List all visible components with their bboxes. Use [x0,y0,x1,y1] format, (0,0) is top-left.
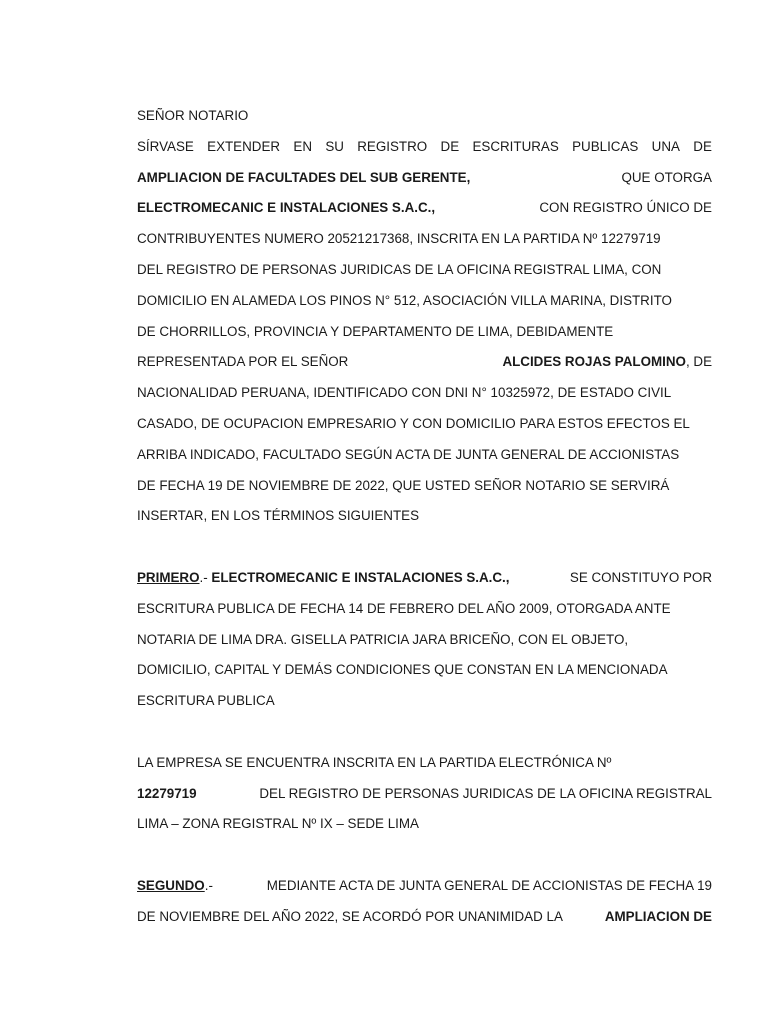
para1-line: DEL REGISTRO DE PERSONAS JURIDICAS DE LA OFICINA REGISTRAL LIMA, CON [137,261,662,277]
para1-line [137,135,712,166]
word: ESCRITURAS [472,138,559,154]
word: DE [440,138,460,154]
primero-line: NOTARIA DE LIMA DRA. GISELLA PATRICIA JARA BRICEÑO, CON EL OBJETO, [137,631,629,647]
primero-line [137,566,712,597]
para1-line: CONTRIBUYENTES NUMERO 20521217368, INSCRITA EN LA PARTIDA Nº 12279719 [137,231,661,247]
spacer [137,535,712,566]
clause-head [137,874,213,905]
text: DE NOVIEMBRE DEL AÑO 2022, SE ACORDÓ POR UNANIMIDAD LA [137,908,563,924]
para1-line: DE CHORRILLOS, PROVINCIA Y DEPARTAMENTO DE LIMA, DEBIDAMENTE [137,323,614,339]
document-page [137,104,712,936]
empresa-line: LIMA – ZONA REGISTRAL Nº IX – SEDE LIMA [137,816,419,832]
heading: SEÑOR NOTARIO [137,108,249,123]
spacer [137,843,712,874]
deed-title: AMPLIACION DE FACULTADES DEL SUB GERENTE, [137,169,471,185]
word: SÍRVASE [137,138,194,154]
para1-line [137,166,712,197]
clause-separator: .- [199,569,208,585]
primero-line: ESCRITURA PUBLICA DE FECHA 14 DE FEBRERO DEL AÑO 2009, OTORGADA ANTE [137,600,671,616]
spacer [137,720,712,751]
company-name: ELECTROMECANIC E INSTALACIONES S.A.C., [137,200,436,216]
partida-number: 12279719 [137,785,197,801]
para1-line: DE FECHA 19 DE NOVIEMBRE DE 2022, QUE USTED SEÑOR NOTARIO SE SERVIRÁ [137,477,670,493]
para1-line: INSERTAR, EN LOS TÉRMINOS SIGUIENTES [137,508,419,524]
primero-line: DOMICILIO, CAPITAL Y DEMÁS CONDICIONES QUE CONSTAN EN LA MENCIONADA [137,662,668,678]
para1-line: DOMICILIO EN ALAMEDA LOS PINOS N° 512, ASOCIACIÓN VILLA MARINA, DISTRITO [137,292,672,308]
para1-line: NACIONALIDAD PERUANA, IDENTIFICADO CON DNI N° 10325972, DE ESTADO CIVIL [137,385,672,401]
word: EN [293,138,312,154]
segundo-line [137,905,712,936]
clause-label-segundo: SEGUNDO [137,877,205,893]
para1-line: ARRIBA INDICADO, FACULTADO SEGÚN ACTA DE JUNTA GENERAL DE ACCIONISTAS [137,446,680,462]
clause-separator: .- [204,877,213,893]
primero-line: ESCRITURA PUBLICA [137,693,275,709]
representative-name: ALCIDES ROJAS PALOMINO [502,354,686,370]
text: DEL REGISTRO DE PERSONAS JURIDICAS DE LA OFICINA REGISTRAL [259,785,712,801]
segundo-line [137,874,712,905]
word: PUBLICAS [572,138,639,154]
word: SU [325,138,344,154]
company-name: ELECTROMECANIC E INSTALACIONES S.A.C., [211,569,510,585]
empresa-line [137,782,712,813]
text: REPRESENTADA POR EL SEÑOR [137,354,349,370]
word: REGISTRO [357,138,428,154]
ampliacion-text: AMPLIACION DE [604,908,712,924]
text: SE CONSTITUYO POR [569,569,712,585]
para1-line [137,350,712,381]
text: CON REGISTRO ÚNICO DE [539,200,712,216]
para1-line: CASADO, DE OCUPACION EMPRESARIO Y CON DOMICILIO PARA ESTOS EFECTOS EL [137,415,690,431]
text: QUE OTORGA [621,169,712,185]
word: UNA [651,138,680,154]
para1-line [137,196,712,227]
text: , DE [685,354,712,370]
word: EXTENDER [207,138,281,154]
clause-head [137,566,510,597]
word: DE [693,138,712,154]
clause-label-primero: PRIMERO [137,569,200,585]
empresa-line: LA EMPRESA SE ENCUENTRA INSCRITA EN LA PARTIDA ELECTRÓNICA Nº [137,754,612,770]
text: MEDIANTE ACTA DE JUNTA GENERAL DE ACCIONISTAS DE FECHA 19 [266,877,712,893]
representative-group [502,350,712,381]
